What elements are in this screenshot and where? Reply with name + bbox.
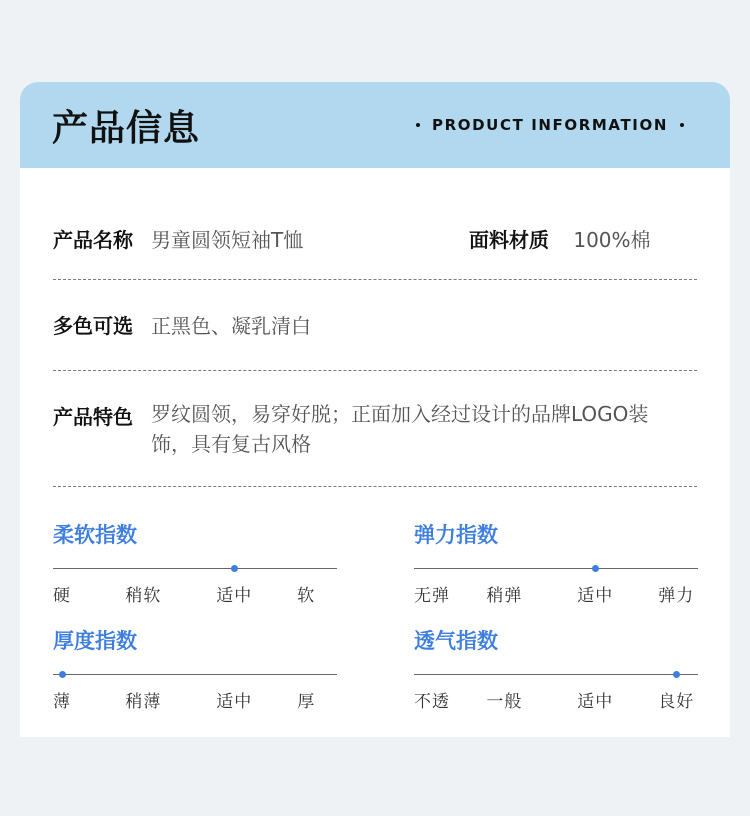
color-value: 正黑色、凝乳清白 — [151, 314, 311, 338]
fabric-group — [469, 224, 651, 253]
elasticity-index — [414, 519, 698, 605]
breathability-marker — [673, 671, 680, 678]
color-label: 多色可选 — [53, 314, 133, 338]
softness-levels — [53, 581, 337, 605]
info-content — [20, 168, 730, 712]
thickness-index-title: 厚度指数 — [53, 629, 137, 653]
softness-level-0: 硬 — [53, 586, 71, 606]
page-title: 产品信息 — [52, 107, 201, 149]
breathability-level-2: 适中 — [577, 692, 614, 712]
elasticity-level-2: 适中 — [577, 586, 614, 606]
thickness-level-0: 薄 — [53, 692, 71, 712]
softness-level-3: 软 — [297, 586, 316, 606]
card-header — [20, 82, 730, 168]
breathability-levels — [414, 687, 698, 711]
scale-line — [53, 674, 337, 675]
product-name-value: 男童圆领短袖T恤 — [151, 228, 304, 252]
elasticity-level-1: 稍弹 — [486, 586, 523, 606]
thickness-marker — [59, 671, 66, 678]
index-section — [53, 487, 697, 712]
feature-value: 罗纹圆领，易穿好脱；正面加入经过设计的品牌LOGO装饰，具有复古风格 — [151, 402, 649, 456]
softness-scale — [53, 559, 337, 579]
elasticity-levels — [414, 581, 698, 605]
product-name-label: 产品名称 — [53, 228, 133, 252]
fabric-value: 100%棉 — [573, 228, 651, 252]
thickness-levels — [53, 687, 337, 711]
fabric-label: 面料材质 — [469, 228, 549, 252]
thickness-level-2: 适中 — [216, 692, 253, 712]
dot-icon — [416, 123, 420, 127]
elasticity-level-0: 无弹 — [414, 586, 450, 606]
thickness-level-3: 厚 — [297, 692, 316, 712]
feature-label: 产品特色 — [53, 405, 133, 429]
softness-level-1: 稍软 — [125, 586, 162, 606]
info-row-features — [53, 371, 697, 487]
breathability-level-1: 一般 — [486, 692, 523, 712]
softness-marker — [231, 565, 238, 572]
elasticity-scale — [414, 559, 698, 579]
thickness-index — [53, 625, 337, 711]
page-subtitle — [404, 116, 696, 134]
softness-level-2: 适中 — [216, 586, 253, 606]
info-row-colors — [53, 280, 697, 371]
scale-line — [414, 568, 698, 569]
softness-index — [53, 519, 337, 605]
subtitle-text: PRODUCT INFORMATION — [432, 116, 668, 134]
softness-index-title: 柔软指数 — [53, 523, 137, 547]
breathability-index-title: 透气指数 — [414, 629, 498, 653]
elasticity-level-3: 弹力 — [658, 586, 695, 606]
elasticity-marker — [592, 565, 599, 572]
breathability-level-0: 不透 — [414, 692, 450, 712]
breathability-index — [414, 625, 698, 711]
scale-line — [53, 568, 337, 569]
dot-icon — [680, 123, 684, 127]
product-info-card — [20, 82, 730, 737]
breathability-level-3: 良好 — [658, 692, 695, 712]
scale-line — [414, 674, 698, 675]
info-row-name — [53, 168, 697, 280]
thickness-level-1: 稍薄 — [125, 692, 162, 712]
thickness-scale — [53, 665, 337, 685]
elasticity-index-title: 弹力指数 — [414, 523, 498, 547]
breathability-scale — [414, 665, 698, 685]
